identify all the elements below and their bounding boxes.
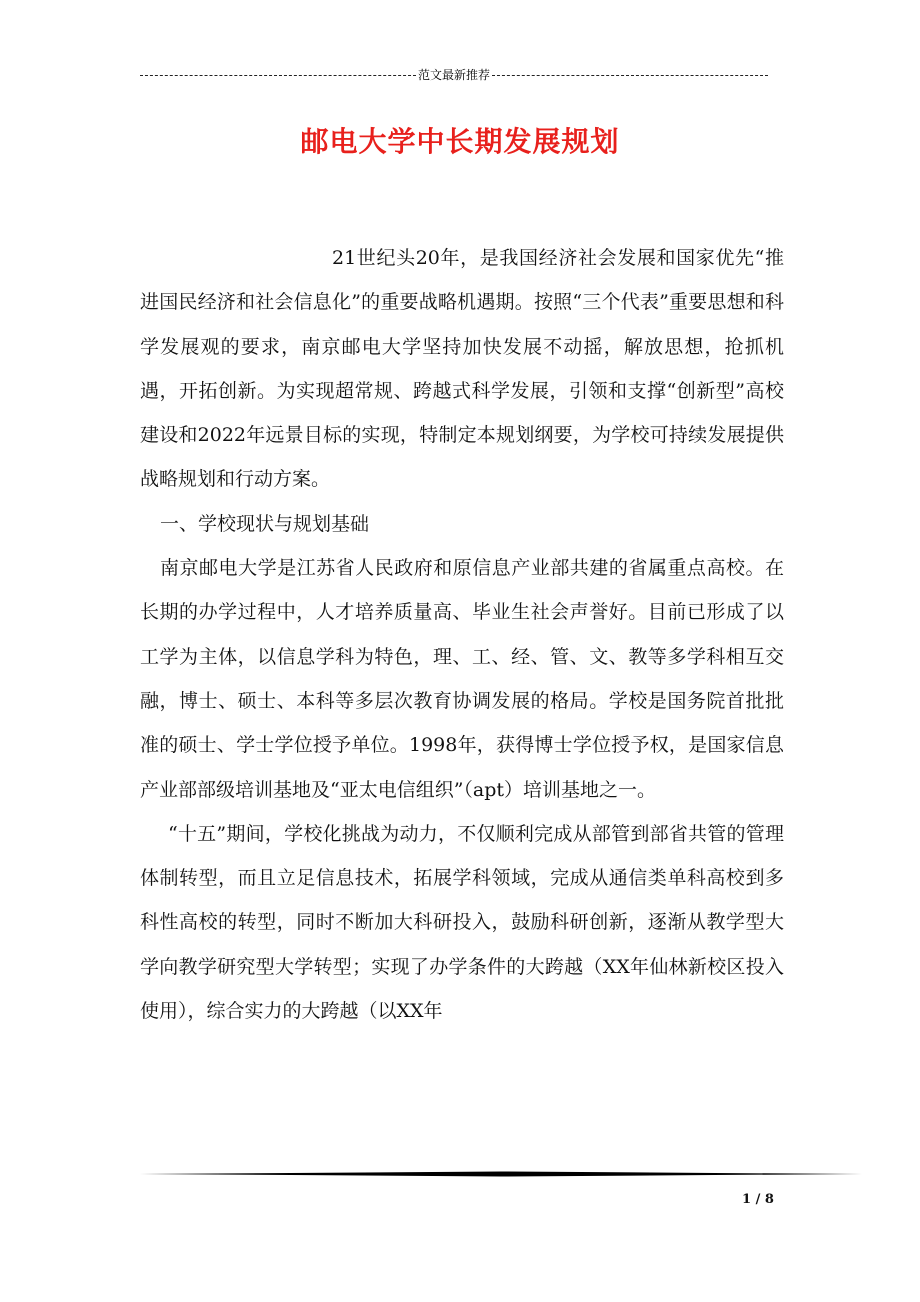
document-body [140,236,784,1033]
document-title: 邮电大学中长期发展规划 [300,125,620,158]
paragraph-tenth-five-year: “十五”期间，学校化挑战为动力，不仅顺利完成从部管到部省共管的管理体制转型，而且立足信息技术，拓展学科领域，完成从通信类单科高校到多科性高校的转型，同时不断加大科研投入，鼓励科研创新，逐渐从教学型大学向教学研究型大学转型；实现了办学条件的大跨越（XX年仙林新校区投入使用），综合实力的大跨越（以XX年 [140,822,784,1023]
page-number: 1 / 8 [742,1192,774,1207]
section-heading: 一、学校现状与规划基础 [160,512,370,535]
page-header [140,66,768,83]
header-dash-right [492,75,768,76]
footer-rule [140,1171,862,1177]
paragraph-school-status: 南京邮电大学是江苏省人民政府和原信息产业部共建的省属重点高校。在长期的办学过程中，人才培养质量高、毕业生社会声誉好。目前已形成了以工学为主体，以信息学科为特色，理、工、经、管、文、教等多学科相互交融，博士、硕士、本科等多层次教育协调发展的格局。学校是国务院首批批准的硕士、学士学位授予单位。1998年，获得博士学位授予权，是国家信息产业部部级培训基地及“亚太电信组织”（apt）培训基地之一。 [140,557,784,801]
header-label: 范文最新推荐 [418,68,491,82]
header-dash-left [140,75,416,76]
paragraph-intro: 21世纪头20年，是我国经济社会发展和国家优先“推进国民经济和社会信息化”的重要战略机遇期。按照“三个代表”重要思想和科学发展观的要求，南京邮电大学坚持加快发展不动摇，解放思想，抢抓机遇，开拓创新。为实现超常规、跨越式科学发展，引领和支撑“创新型”高校建设和2022年远景目标的实现，特制定本规划纲要，为学校可持续发展提供战略规划和行动方案。 [140,247,784,491]
